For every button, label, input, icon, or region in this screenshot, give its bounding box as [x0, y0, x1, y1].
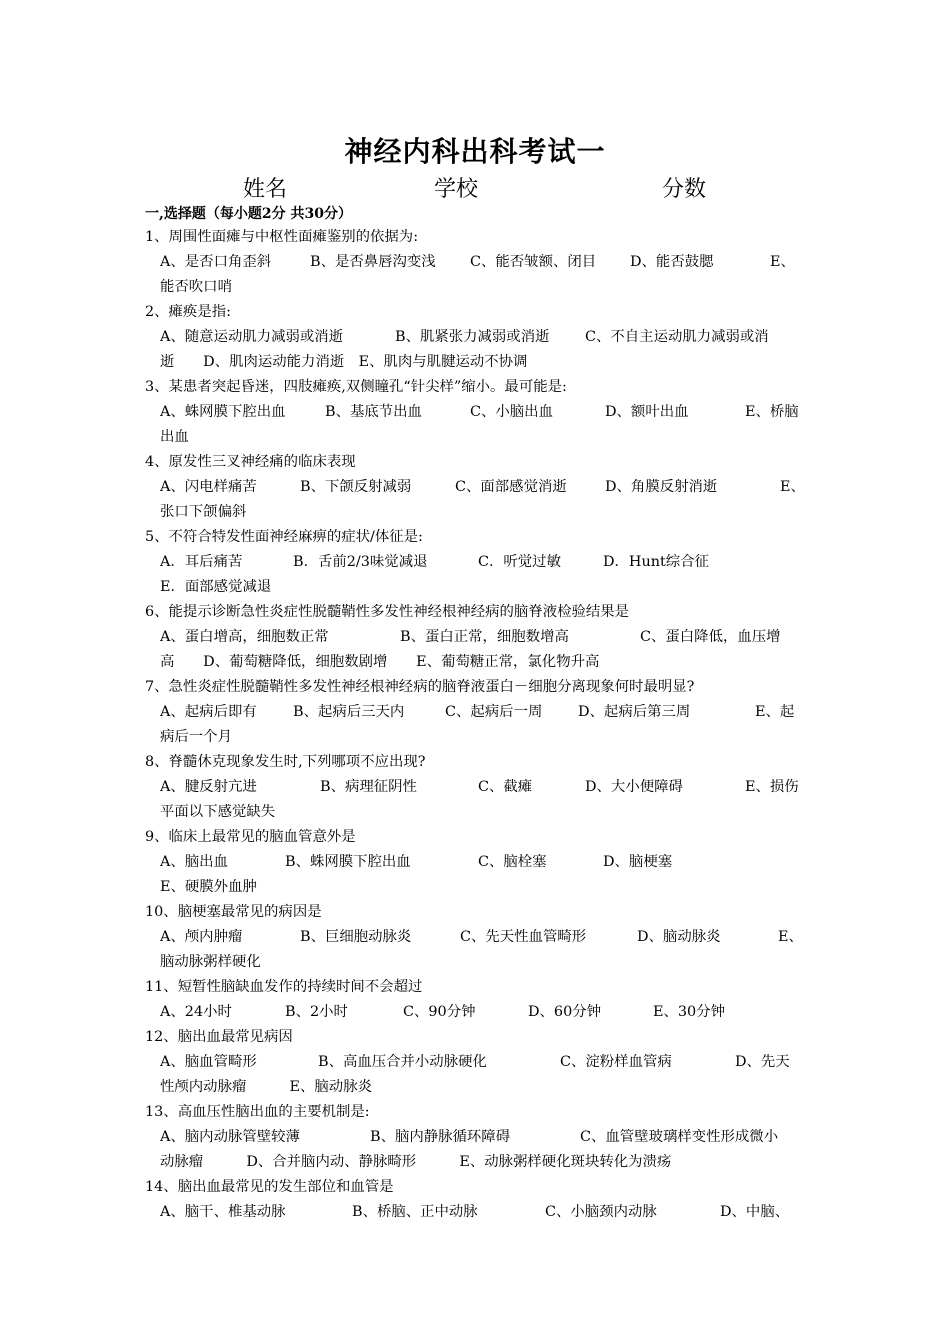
option-row [145, 250, 810, 275]
option-text: D、中脑、 [720, 1204, 790, 1220]
option-text: D、60分钟 [528, 1004, 602, 1020]
option-text: C、先天性血管畸形 [460, 929, 587, 945]
option-text: A、脑内动脉管壁较薄 [160, 1129, 300, 1145]
option-text: B、肌紧张力减弱或消逝 [395, 329, 550, 345]
question-stem: 9、临床上最常见的脑血管意外是 [145, 829, 356, 845]
question-stem: 14、脑出血最常见的发生部位和血管是 [145, 1179, 394, 1195]
question-stem: 12、脑出血最常见病因 [145, 1029, 293, 1045]
question-item [145, 525, 810, 600]
question-item [145, 1175, 810, 1225]
question-stem: 2、瘫痪是指: [145, 304, 231, 320]
question-stem: 4、原发性三叉神经痛的临床表现 [145, 454, 356, 470]
option-text: B、病理征阴性 [320, 779, 417, 795]
question-item [145, 600, 810, 675]
option-row [145, 625, 810, 650]
option-text: C、90分钟 [403, 1004, 476, 1020]
option-continuation: 病后一个月 [160, 729, 232, 745]
question-item [145, 750, 810, 825]
option-text: B、基底节出血 [325, 404, 422, 420]
info-fields [0, 172, 950, 202]
option-text: A、脑血管畸形 [160, 1054, 257, 1070]
option-text: C、不自主运动肌力减弱或消 [585, 329, 769, 345]
option-row [145, 850, 810, 875]
option-text: A、闪电样痛苦 [160, 479, 257, 495]
option-continuation: E、硬膜外血肿 [160, 879, 257, 895]
option-text: A．耳后痛苦 [160, 554, 243, 570]
name-label: 姓名 [243, 177, 288, 202]
option-text: A、脑干、椎基动脉 [160, 1204, 286, 1220]
option-row [145, 325, 810, 350]
option-text: B、起病后三天内 [293, 704, 405, 720]
option-text: D、脑动脉炎 [637, 929, 721, 945]
option-text: D、能否鼓腮 [630, 254, 714, 270]
option-text: C、蛋白降低，血压增 [640, 629, 781, 645]
option-text: B、是否鼻唇沟变浅 [310, 254, 436, 270]
question-stem: 6、能提示诊断急性炎症性脱髓鞘性多发性神经根神经病的脑脊液检验结果是 [145, 604, 630, 620]
option-text: C、淀粉样血管病 [560, 1054, 672, 1070]
question-stem: 13、高血压性脑出血的主要机制是: [145, 1104, 370, 1120]
option-text: A、腱反射亢进 [160, 779, 257, 795]
option-row [145, 1200, 810, 1225]
question-item [145, 1025, 810, 1100]
option-text: C、截瘫 [478, 779, 533, 795]
option-continuation: 逝 D、肌肉运动能力消逝 E、肌肉与肌腱运动不协调 [160, 354, 528, 370]
school-label: 学校 [434, 177, 479, 202]
question-stem: 7、急性炎症性脱髓鞘性多发性神经根神经病的脑脊液蛋白－细胞分离现象何时最明显? [145, 679, 695, 695]
option-text: A、起病后即有 [160, 704, 257, 720]
option-continuation: 平面以下感觉缺失 [160, 804, 276, 820]
option-text: A、是否口角歪斜 [160, 254, 272, 270]
option-text: C、血管壁玻璃样变性形成微小 [580, 1129, 779, 1145]
question-item [145, 900, 810, 975]
question-list [145, 225, 810, 1225]
question-item [145, 450, 810, 525]
option-text: B、桥脑、正中动脉 [352, 1204, 478, 1220]
option-text: A、24小时 [160, 1004, 232, 1020]
option-text: B、脑内静脉循环障碍 [370, 1129, 511, 1145]
option-row [145, 550, 810, 575]
question-item [145, 225, 810, 300]
option-row [145, 1050, 810, 1075]
question-stem: 1、周围性面瘫与中枢性面瘫鉴别的依据为: [145, 229, 419, 245]
option-text: E、 [770, 254, 795, 270]
question-stem: 8、脊髓休克现象发生时,下列哪项不应出现? [145, 754, 426, 770]
option-continuation: 张口下颌偏斜 [160, 504, 247, 520]
option-row [145, 475, 810, 500]
option-text: D、先天 [735, 1054, 790, 1070]
option-text: B、巨细胞动脉炎 [300, 929, 412, 945]
option-text: C、小脑颈内动脉 [545, 1204, 657, 1220]
option-continuation: 高 D、葡萄糖降低，细胞数剧增 E、葡萄糖正常，氯化物升高 [160, 654, 600, 670]
option-text: B、蛛网膜下腔出血 [285, 854, 411, 870]
question-item [145, 375, 810, 450]
option-text: D、额叶出血 [605, 404, 689, 420]
option-text: E、 [780, 479, 805, 495]
option-text: B、下颌反射减弱 [300, 479, 412, 495]
question-stem: 5、不符合特发性面神经麻痹的症状/体征是: [145, 529, 423, 545]
option-text: C、脑栓塞 [478, 854, 547, 870]
option-text: B、蛋白正常，细胞数增高 [400, 629, 569, 645]
option-text: C．听觉过敏 [478, 554, 561, 570]
option-text: E、桥脑 [745, 404, 799, 420]
option-text: C、面部感觉消逝 [455, 479, 567, 495]
option-row [145, 400, 810, 425]
question-item [145, 300, 810, 375]
option-row [145, 775, 810, 800]
section-title: 一,选择题（每小题2分 共30分） [145, 206, 352, 222]
question-item [145, 1100, 810, 1175]
option-text: C、起病后一周 [445, 704, 543, 720]
option-row [145, 925, 810, 950]
question-stem: 11、短暂性脑缺血发作的持续时间不会超过 [145, 979, 423, 995]
option-text: D．Hunt综合征 [603, 554, 709, 570]
option-continuation: 脑动脉粥样硬化 [160, 954, 261, 970]
question-item [145, 975, 810, 1025]
option-text: D、角膜反射消逝 [605, 479, 718, 495]
option-text: D、脑梗塞 [603, 854, 673, 870]
option-text: B．舌前2/3味觉减退 [293, 554, 428, 570]
option-text: A、随意运动肌力减弱或消逝 [160, 329, 344, 345]
question-item [145, 825, 810, 900]
option-text: E、起 [755, 704, 795, 720]
option-text: B、2小时 [285, 1004, 348, 1020]
option-text: E、30分钟 [653, 1004, 725, 1020]
option-text: B、高血压合并小动脉硬化 [318, 1054, 487, 1070]
option-continuation: E．面部感觉减退 [160, 579, 272, 595]
option-text: A、蛋白增高，细胞数正常 [160, 629, 329, 645]
exam-title: 神经内科出科考试一 [344, 135, 606, 168]
option-text: A、颅内肿瘤 [160, 929, 243, 945]
score-label: 分数 [662, 177, 707, 202]
option-text: E、损伤 [745, 779, 799, 795]
question-stem: 3、某患者突起昏迷，四肢瘫痪,双侧瞳孔“针尖样”缩小。最可能是: [145, 379, 567, 395]
option-text: A、脑出血 [160, 854, 228, 870]
option-row [145, 1125, 810, 1150]
option-text: E、 [778, 929, 803, 945]
option-row [145, 1000, 810, 1025]
question-item [145, 675, 810, 750]
option-continuation: 性颅内动脉瘤 E、脑动脉炎 [160, 1079, 372, 1095]
option-text: D、起病后第三周 [578, 704, 691, 720]
option-text: A、蛛网膜下腔出血 [160, 404, 286, 420]
question-stem: 10、脑梗塞最常见的病因是 [145, 904, 322, 920]
option-row [145, 700, 810, 725]
option-continuation: 能否吹口哨 [160, 279, 232, 295]
option-text: C、能否皱额、闭目 [470, 254, 597, 270]
option-continuation: 动脉瘤 D、合并脑内动、静脉畸形 E、动脉粥样硬化斑块转化为溃疡 [160, 1154, 672, 1170]
option-text: D、大小便障碍 [585, 779, 683, 795]
option-continuation: 出血 [160, 429, 189, 445]
option-text: C、小脑出血 [470, 404, 553, 420]
